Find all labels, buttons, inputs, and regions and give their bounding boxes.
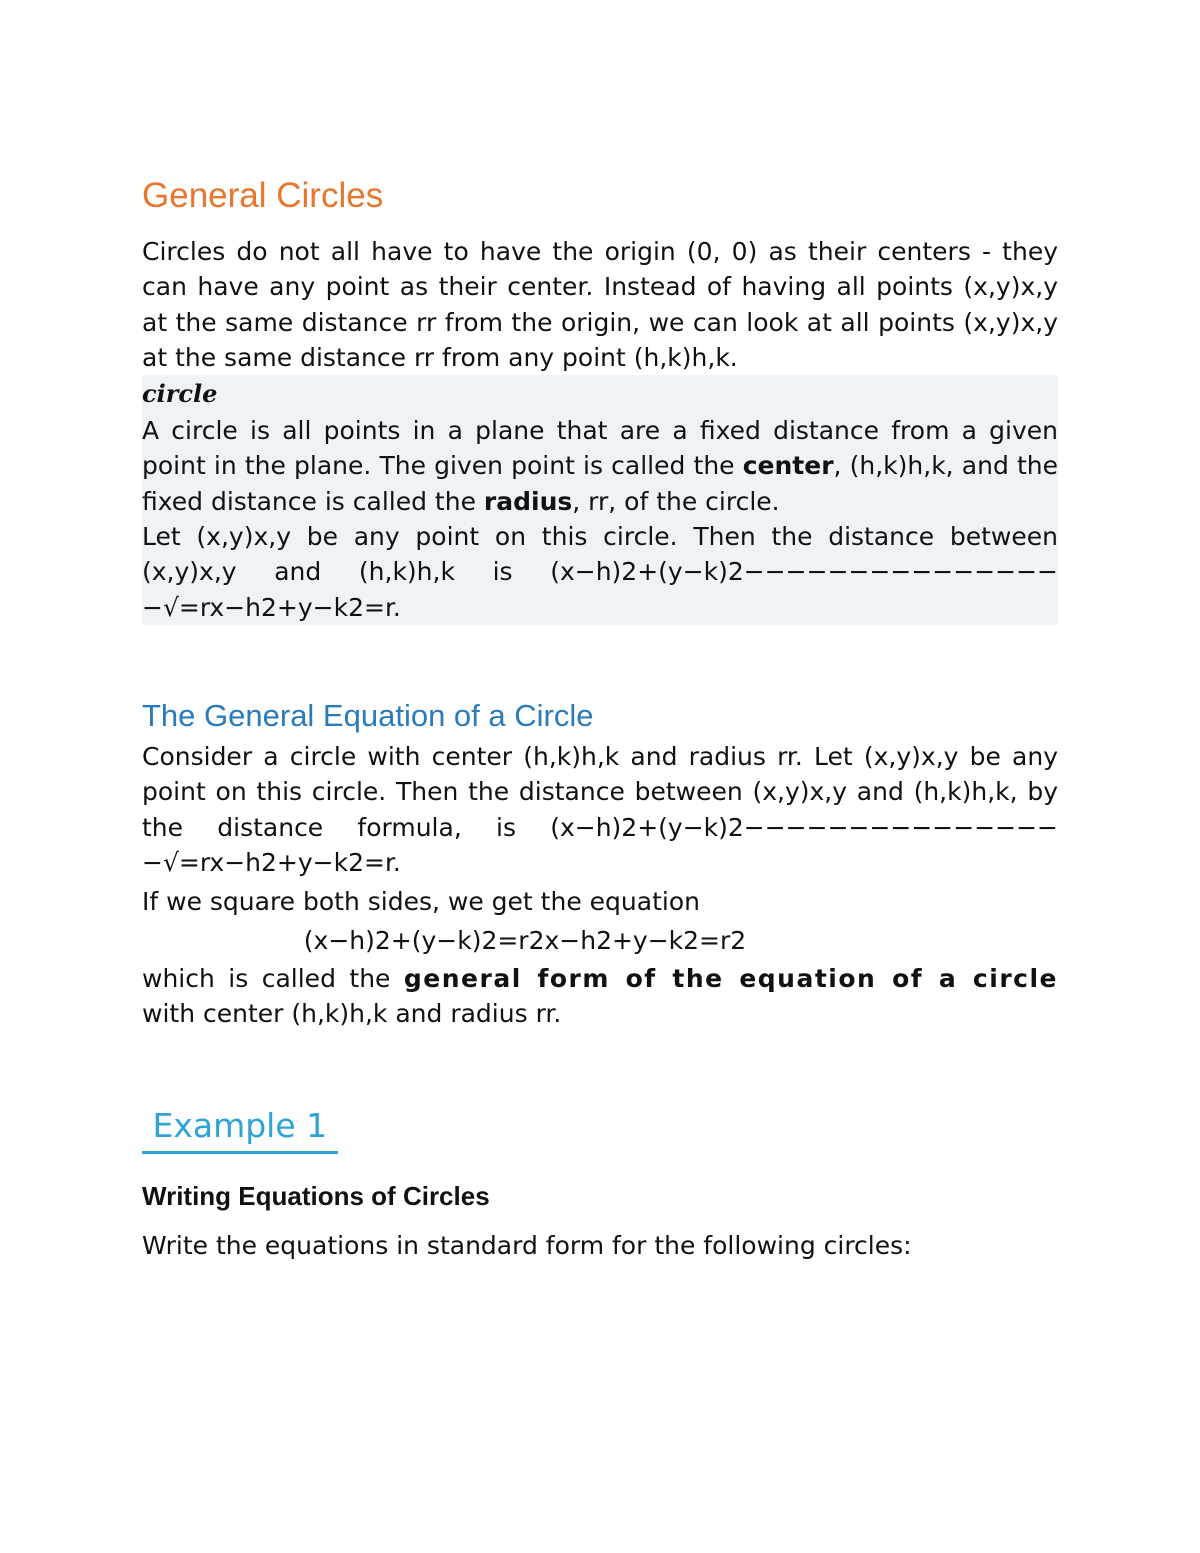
definition-distance-text: Let (x,y)x,y be any point on this circle. Then the distance between (x,y)x,y and (h,k)h,k is (x−h)2+(y−k)2−−−−−−−−−−−−−−−−√=rx−h2+y−k2=r. (142, 522, 1058, 622)
general-form-term: general form of the equation of a circle (403, 963, 1058, 993)
general-form-text-part: with center (h,k)h,k and radius rr. (142, 999, 562, 1029)
general-equation-formula: (x−h)2+(y−k)2=r2x−h2+y−k2=r2 (303, 926, 747, 956)
definition-text-part: A circle is all points in a plane that are a fixed distance from a given point in the plane. The given point is called the (142, 416, 1058, 481)
intro-paragraph: Circles do not all have to have the origin (0, 0) as their centers - they can have any point as their center. Instead of having all points (x,y)x,y at the same distance rr from the origin, we can look at all points (x,y)x,y at the same distance rr from any point (h,k)h,k. (142, 237, 1058, 372)
general-form-text-part: which is called the (142, 963, 404, 993)
general-form-paragraph (142, 961, 1058, 1032)
general-equation-paragraph: Consider a circle with center (h,k)h,k and radius rr. Let (x,y)x,y be any point on this circle. Then the distance between (x,y)x,y and (h,k)h,k, by the distance formula, is (x−h)2+(y−k)2−−−−−−−−−−−−−−−−√=rx−h2+y−k2=r. (142, 741, 1058, 877)
definition-text-part: , rr, of the circle. (572, 486, 780, 516)
example-subheading: Writing Equations of Circles (142, 1181, 490, 1212)
example-label: Example 1 (142, 1101, 338, 1154)
definition-term: circle (142, 379, 218, 409)
definition-box (142, 375, 1058, 625)
square-both-sides-text: If we square both sides, we get the equation (142, 887, 700, 917)
term-center: center (742, 451, 834, 481)
example-heading-row (142, 1101, 1058, 1154)
example-instruction: Write the equations in standard form for the following circles: (142, 1231, 912, 1261)
spacer (142, 1031, 1058, 1101)
term-radius: radius (483, 486, 573, 516)
definition-text (142, 413, 1058, 519)
definition-text-part: , (h,k)h,k, and the fixed distance is called the (142, 451, 1058, 516)
spacer (142, 625, 1058, 693)
document-content (142, 170, 1058, 1266)
section-heading-general-circles: General Circles (142, 176, 384, 215)
section-heading-general-equation: The General Equation of a Circle (142, 697, 594, 733)
